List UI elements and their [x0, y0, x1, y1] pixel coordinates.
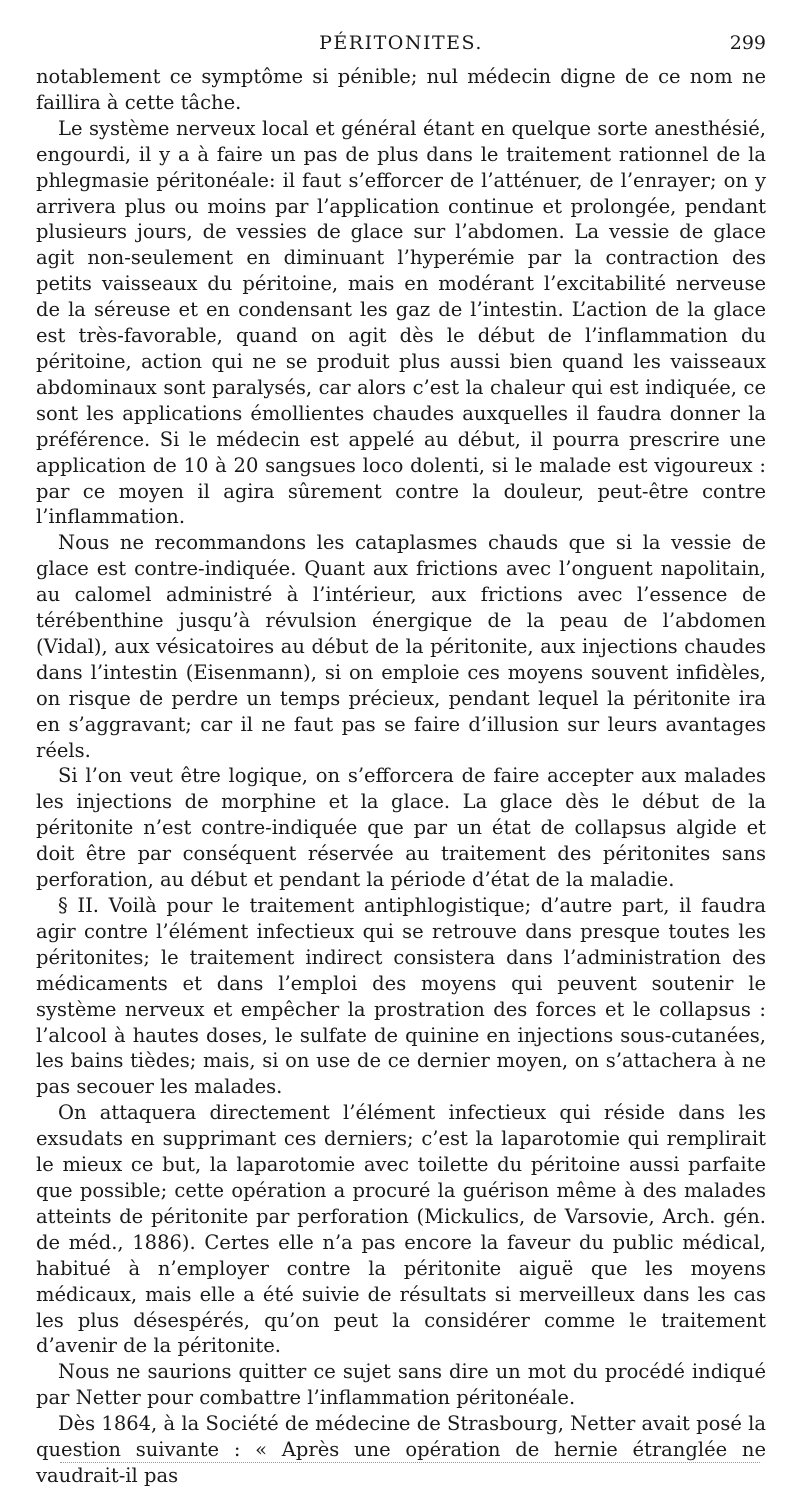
running-header [36, 32, 766, 60]
bottom-dotted-rule [60, 1462, 760, 1463]
paragraph-continuation: notablement ce symptôme si pénible; nul médecin digne de ce nom ne faillira à cette tâche. [36, 65, 766, 114]
running-title: PÉRITONITES. [319, 32, 483, 54]
paragraph: Nous ne recommandons les cataplasmes chauds que si la vessie de glace est contre-indiquée. Quant aux frictions avec l’onguent napolitain, au calomel administré à l’intérieur, aux frictions avec l’essence de térébenthine jusqu’à révulsion énergique de la peau de l’abdomen (Vidal), aux vésicatoires au début de la péritonite, aux injections chaudes dans l’intestin (Eisenmann), si on emploie ces moyens souvent infidèles, on risque de perdre un temps précieux, pendant lequel la péritonite ira en s’aggravant; car il ne faut pas se faire d’illusion sur leurs avantages réels. [36, 531, 766, 762]
paragraph: Nous ne saurions quitter ce sujet sans dire un mot du procédé indiqué par Netter pour combattre l’inflammation péritonéale. [36, 1360, 766, 1410]
page-number: 299 [729, 32, 766, 54]
paragraph: Dès 1864, à la Société de médecine de Strasbourg, Netter avait posé la question suivante : « Après une opération de hernie étranglée ne vaudrait-il pas [36, 1412, 766, 1487]
paragraph-section-2: § II. Voilà pour le traitement antiphlogistique; d’autre part, il faudra agir contre l’élément infectieux qui se retrouve dans presque toutes les péritonites; le traitement indirect consistera dans l’administration des médicaments et dans l’emploi des moyens qui peuvent soutenir le système nerveux et empêcher la prostration des forces et le collapsus : l’alcool à hautes doses, le sulfate de quinine en injections sous-cutanées, les bains tièdes; mais, si on use de ce dernier moyen, on s’attachera à ne pas secouer les malades. [36, 894, 766, 1099]
paragraph: Le système nerveux local et général étant en quelque sorte anesthésié, engourdi, il y a à faire un pas de plus dans le traitement rationnel de la phlegmasie péritonéale: il faut s’efforcer de l’atténuer, de l’enrayer; on y arrivera plus ou moins par l’application continue et prolongée, pendant plusieurs jours, de vessies de glace sur l’abdomen. La vessie de glace agit non-seulement en diminuant l’hyperémie par la contraction des petits vaisseaux du péritoine, mais en modérant l’excitabilité nerveuse de la séreuse et en condensant les gaz de l’intestin. L’action de la glace est très-favorable, quand on agit dès le début de l’inflammation du péritoine, action qui ne se produit plus aussi bien quand les vaisseaux abdominaux sont paralysés, car alors c’est la chaleur qui est indiquée, ce sont les applications émollientes chaudes auxquelles il faudra donner la préférence. Si le médecin est appelé au début, il pourra prescrire une application de 10 à 20 sangsues loco dolenti, si le malade est vigoureux : par ce moyen il agira sûrement contre la douleur, peut-être contre l’inflammation. [36, 116, 766, 529]
paragraph: On attaquera directement l’élément infectieux qui réside dans les exsudats en supprimant ces derniers; c’est la laparotomie qui remplirait le mieux ce but, la laparotomie avec toilette du péritoine aussi parfaite que possible; cette opération a procuré la guérison même à des malades atteints de péritonite par perforation (Mickulics, de Varsovie, Arch. gén. de méd., 1886). Certes elle n’a pas encore la faveur du public médical, habitué à n’employer contre la péritonite aiguë que les moyens médicaux, mais elle a été suivie de résultats si merveilleux dans les cas les plus désespérés, qu’on peut la considérer comme le traitement d’avenir de la péritonite. [36, 1101, 766, 1358]
body-text [36, 64, 766, 1489]
paragraph: Si l’on veut être logique, on s’efforcera de faire accepter aux malades les injections de morphine et la glace. La glace dès le début de la péritonite n’est contre-indiquée que par un état de collapsus algide et doit être par conséquent réservée au traitement des péritonites sans perforation, au début et pendant la période d’état de la maladie. [36, 764, 766, 892]
